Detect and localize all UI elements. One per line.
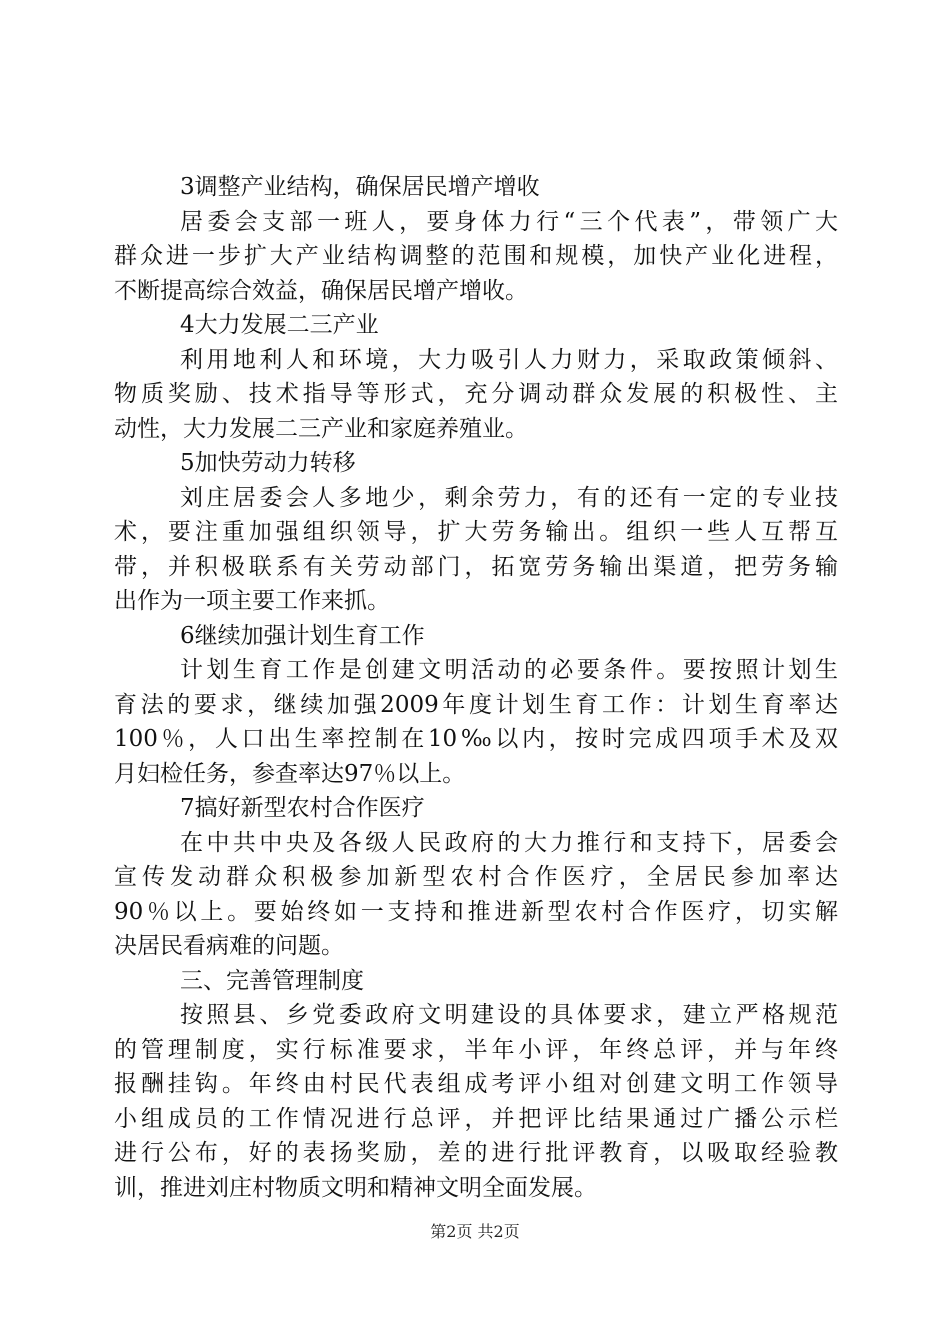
paragraph-line: 按照县、乡党委政府文明建设的具体要求，建立严格规范	[180, 1002, 838, 1028]
paragraph-line: 刘庄居委会人多地少，剩余劳力，有的还有一定的专业技	[180, 484, 838, 511]
paragraph-line: 群众进一步扩大产业结构调整的范围和规模，加快产业化进程，	[114, 243, 838, 269]
paragraph-line: 利用地利人和环境，大力吸引人力财力，采取政策倾斜、	[180, 346, 838, 373]
page-number-footer: 第2页 共2页	[430, 1222, 520, 1241]
paragraph-line: 决居民看病难的问题。	[114, 933, 344, 959]
paragraph-line: 动性，大力发展二三产业和家庭养殖业。	[114, 415, 528, 442]
paragraph-line: 育法的要求，继续加强2009年度计划生育工作：计划生育率达	[114, 691, 838, 718]
document-body	[114, 170, 838, 1205]
heading-7: 7搞好新型农村合作医疗	[180, 795, 425, 821]
heading-5: 5加快劳动力转移	[180, 450, 356, 476]
paragraph-line: 100％，人口出生率控制在10‰以内，按时完成四项手术及双	[114, 726, 838, 752]
paragraph-line: 进行公布，好的表扬奖励，差的进行批评教育，以吸取经验教	[114, 1140, 838, 1166]
paragraph-line: 的管理制度，实行标准要求，半年小评，年终总评，并与年终	[114, 1036, 838, 1063]
section-heading: 三、完善管理制度	[180, 967, 364, 994]
paragraph-line: 训，推进刘庄村物质文明和精神文明全面发展。	[114, 1174, 597, 1201]
heading-6: 6继续加强计划生育工作	[180, 622, 425, 649]
paragraph-line: 术，要注重加强组织领导，扩大劳务输出。组织一些人互帮互	[114, 519, 838, 545]
paragraph-line: 物质奖励、技术指导等形式，充分调动群众发展的积极性、主	[114, 381, 838, 407]
paragraph-line: 在中共中央及各级人民政府的大力推行和支持下，居委会	[180, 829, 838, 856]
paragraph-line: 计划生育工作是创建文明活动的必要条件。要按照计划生	[180, 657, 838, 683]
paragraph-line: 不断提高综合效益，确保居民增产增收。	[114, 277, 528, 304]
paragraph-line: 月妇检任务，参查率达97％以上。	[114, 760, 466, 787]
paragraph-line: 小组成员的工作情况进行总评，并把评比结果通过广播公示栏	[114, 1105, 838, 1132]
heading-4: 4大力发展二三产业	[180, 312, 379, 338]
paragraph-line: 报酬挂钩。年终由村民代表组成考评小组对创建文明工作领导	[114, 1071, 838, 1097]
paragraph-line: 90％以上。要始终如一支持和推进新型农村合作医疗，切实解	[114, 898, 838, 925]
paragraph-line: 居委会支部一班人，要身体力行“三个代表”，带领广大	[180, 208, 838, 235]
paragraph-line: 宣传发动群众积极参加新型农村合作医疗，全居民参加率达	[114, 864, 838, 890]
heading-3: 3调整产业结构，确保居民增产增收	[180, 174, 540, 200]
paragraph-line: 带，并积极联系有关劳动部门，拓宽劳务输出渠道，把劳务输	[114, 553, 838, 580]
paragraph-line: 出作为一项主要工作来抓。	[114, 588, 390, 614]
